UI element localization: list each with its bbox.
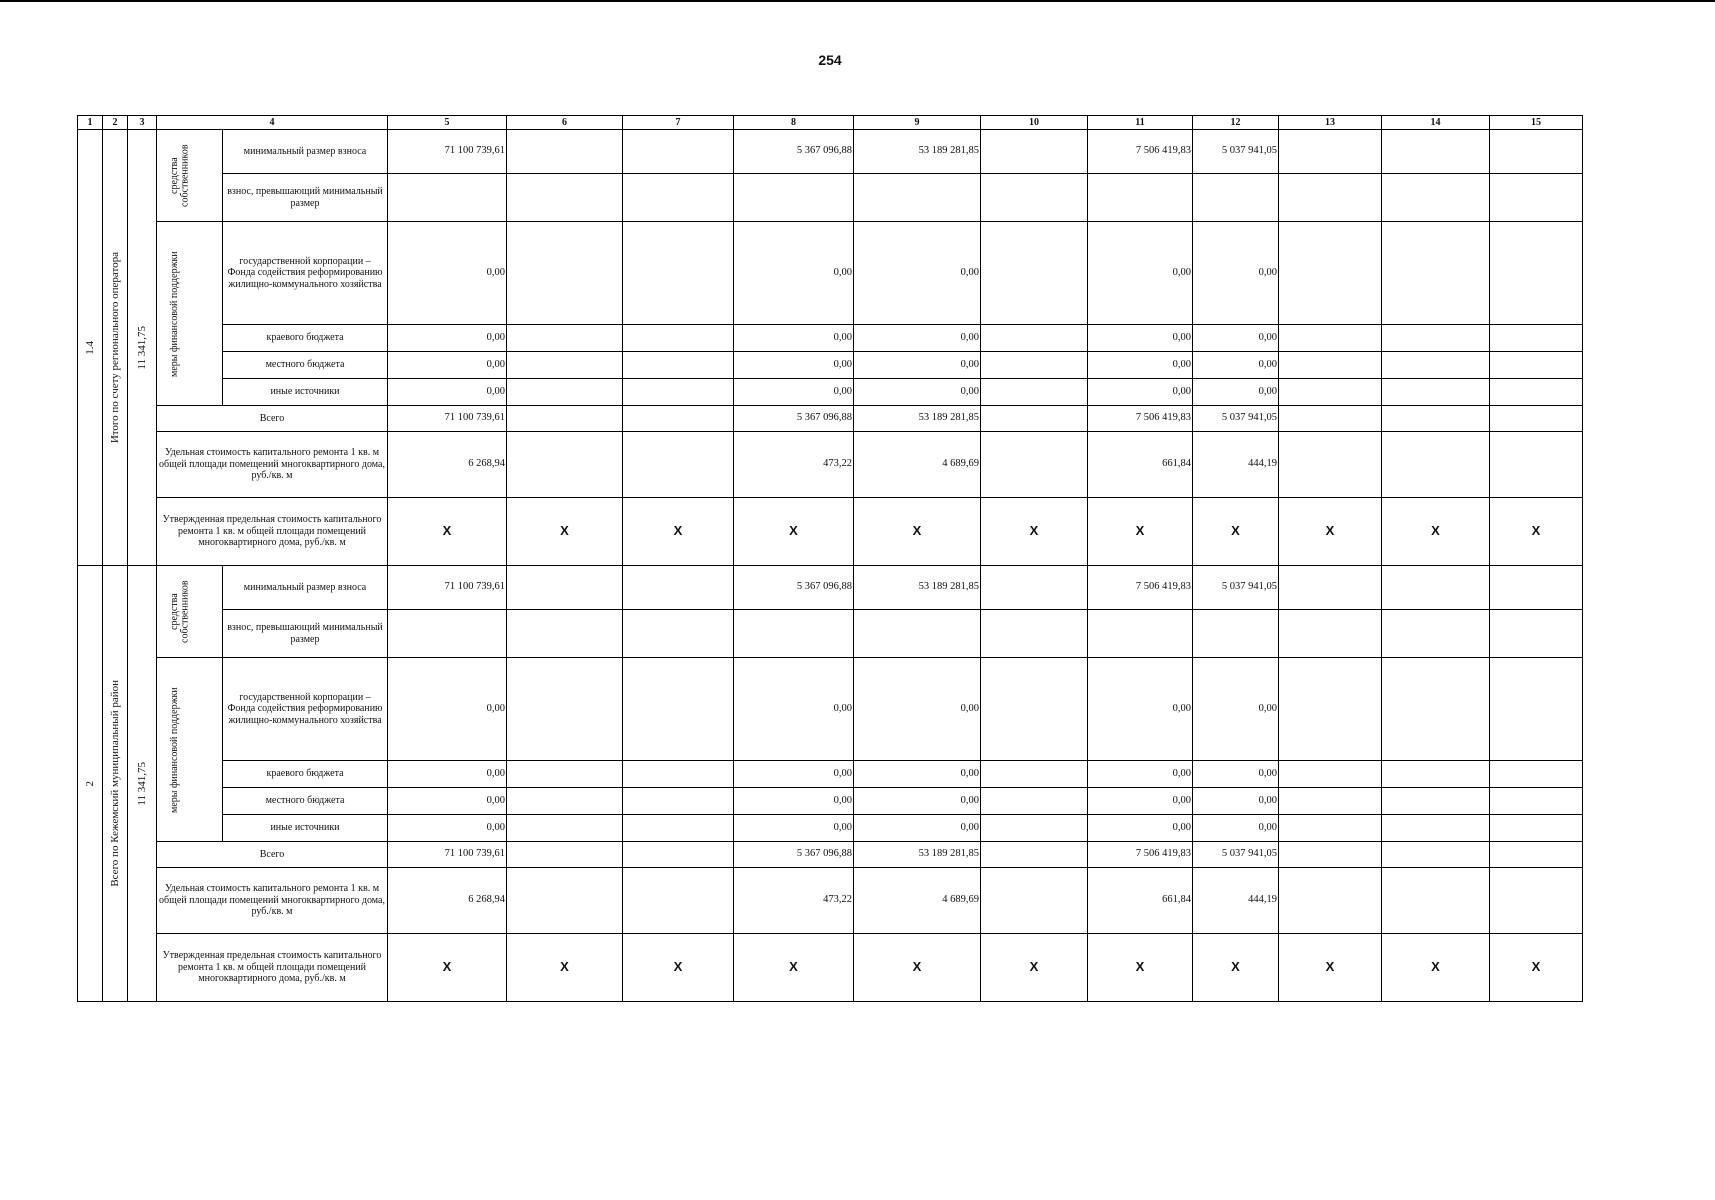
cell [981,130,1088,174]
cell [1490,788,1583,815]
x-mark: X [1382,498,1490,566]
header-col-3: 3 [128,116,157,130]
unit-cost-label: Удельная стоимость капитального ремонта 1 кв. м общей площади помещений многоквартирного дома, руб./кв. м [157,868,388,934]
cell: 0,00 [734,815,854,842]
cell: 0,00 [734,788,854,815]
cell: 71 100 739,61 [388,566,507,610]
header-col-9: 9 [854,116,981,130]
cell: 5 367 096,88 [734,842,854,868]
cell: 7 506 419,83 [1088,566,1193,610]
cell [623,222,734,325]
cell [1279,815,1382,842]
cell: 0,00 [388,761,507,788]
section-2-title: Всего по Кежемский муниципальный район [103,566,128,1002]
section-2-support-group: меры финансовой поддержки [157,658,223,842]
cell: 0,00 [388,325,507,352]
cell [623,352,734,379]
cell [1382,658,1490,761]
cell: 0,00 [388,222,507,325]
x-mark: X [734,934,854,1002]
cell [507,174,623,222]
cell: 0,00 [1193,815,1279,842]
over-min-label: взнос, превышающий минимальный размер [223,174,388,222]
cell [1382,130,1490,174]
x-mark: X [854,934,981,1002]
cell [623,658,734,761]
cell [1279,788,1382,815]
cell: 0,00 [1088,222,1193,325]
cell [981,658,1088,761]
cell [981,815,1088,842]
section-1-approved-cost-row [78,498,1583,566]
x-mark: X [1382,934,1490,1002]
cell: 5 037 941,05 [1193,842,1279,868]
header-col-11: 11 [1088,116,1193,130]
cell [1490,566,1583,610]
cell [1490,658,1583,761]
cell [623,610,734,658]
cell [1279,379,1382,406]
cell [1490,842,1583,868]
cell [507,566,623,610]
cell: 661,84 [1088,868,1193,934]
cell [1279,610,1382,658]
cell: 661,84 [1088,432,1193,498]
cell: 5 367 096,88 [734,130,854,174]
header-col-12: 12 [1193,116,1279,130]
x-mark: X [507,934,623,1002]
header-col-1: 1 [78,116,103,130]
cell [507,658,623,761]
cell [734,174,854,222]
min-contribution-label: минимальный размер взноса [223,130,388,174]
cell: 0,00 [388,658,507,761]
section-1-unit-cost-row [78,432,1583,498]
cell: 0,00 [1088,815,1193,842]
cell [1279,222,1382,325]
section-1-area: 11 341,75 [128,130,157,566]
cell: 5 037 941,05 [1193,566,1279,610]
cell [507,352,623,379]
x-mark: X [981,934,1088,1002]
cell [1490,868,1583,934]
cell [1279,842,1382,868]
cell [623,788,734,815]
cell: 473,22 [734,868,854,934]
x-mark: X [388,498,507,566]
header-row [78,116,1583,130]
cell: 0,00 [1088,325,1193,352]
cell [1490,174,1583,222]
cell [981,761,1088,788]
cell: 0,00 [388,788,507,815]
header-col-5: 5 [388,116,507,130]
cell [1193,610,1279,658]
cell [623,130,734,174]
cell: 5 367 096,88 [734,406,854,432]
section-2-approved-cost-row [78,934,1583,1002]
cell [623,868,734,934]
cell: 444,19 [1193,868,1279,934]
x-mark: X [981,498,1088,566]
cell: 0,00 [734,222,854,325]
section-1-other-row [78,379,1583,406]
cell [623,174,734,222]
section-2-unit-cost-row [78,868,1583,934]
other-sources-label: иные источники [223,379,388,406]
cell [507,406,623,432]
x-mark: X [1088,498,1193,566]
cell [1382,815,1490,842]
cell: 53 189 281,85 [854,406,981,432]
section-1-owners-group: средства собственников [157,130,223,222]
cell: 0,00 [1193,788,1279,815]
cell: 0,00 [854,761,981,788]
cell [507,222,623,325]
cell [981,566,1088,610]
section-2-over-min-row [78,610,1583,658]
cell: 7 506 419,83 [1088,406,1193,432]
cell: 4 689,69 [854,868,981,934]
cell [981,174,1088,222]
x-mark: X [623,934,734,1002]
x-mark: X [1490,934,1583,1002]
cell [734,610,854,658]
cell [1382,379,1490,406]
cell [507,868,623,934]
cell [1279,352,1382,379]
cell [507,325,623,352]
cell: 0,00 [1088,788,1193,815]
page-number: 254 [818,52,842,68]
cell [1088,610,1193,658]
cell [623,761,734,788]
cell [981,222,1088,325]
local-budget-label: местного бюджета [223,352,388,379]
cell [1088,174,1193,222]
cell: 0,00 [1088,658,1193,761]
header-col-6: 6 [507,116,623,130]
cell: 0,00 [1193,761,1279,788]
cell [854,610,981,658]
header-col-8: 8 [734,116,854,130]
cell [1279,658,1382,761]
header-col-4: 4 [157,116,388,130]
cell [1382,174,1490,222]
header-col-13: 13 [1279,116,1382,130]
cell [981,406,1088,432]
header-col-15: 15 [1490,116,1583,130]
section-1-title: Итого по счету регионального оператора [103,130,128,566]
cell: 0,00 [734,379,854,406]
cell [507,788,623,815]
cell: 53 189 281,85 [854,130,981,174]
cell [1382,406,1490,432]
cell [1279,868,1382,934]
cell: 0,00 [1193,379,1279,406]
cell: 4 689,69 [854,432,981,498]
cell [981,379,1088,406]
header-col-2: 2 [103,116,128,130]
cell: 5 037 941,05 [1193,406,1279,432]
cell [1382,842,1490,868]
x-mark: X [388,934,507,1002]
cell [1490,815,1583,842]
cell: 473,22 [734,432,854,498]
cell: 5 037 941,05 [1193,130,1279,174]
x-mark: X [623,498,734,566]
local-budget-label: местного бюджета [223,788,388,815]
section-1-local-row [78,352,1583,379]
section-2-fund-row [78,658,1583,761]
x-mark: X [854,498,981,566]
cell [981,610,1088,658]
top-rule [0,0,1715,2]
approved-cost-label: Утвержденная предельная стоимость капитального ремонта 1 кв. м общей площади помещений многоквартирного дома, руб./кв. м [157,498,388,566]
cell: 0,00 [734,658,854,761]
approved-cost-label: Утвержденная предельная стоимость капитального ремонта 1 кв. м общей площади помещений многоквартирного дома, руб./кв. м [157,934,388,1002]
x-mark: X [1088,934,1193,1002]
cell: 0,00 [854,379,981,406]
section-1-fund-row [78,222,1583,325]
section-2-number: 2 [78,566,103,1002]
cell [507,130,623,174]
cell: 7 506 419,83 [1088,130,1193,174]
cell [1490,325,1583,352]
x-mark: X [507,498,623,566]
cell [1279,174,1382,222]
section-2-owners-group: средства собственников [157,566,223,658]
fund-label: государственной корпорации – Фонда содействия реформированию жилищно-коммунального хозяйства [223,222,388,325]
cell: 0,00 [1088,761,1193,788]
cell: 53 189 281,85 [854,566,981,610]
x-mark: X [1490,498,1583,566]
cell [1279,432,1382,498]
cell [1490,222,1583,325]
total-label: Всего [157,842,388,868]
cell [507,432,623,498]
cell [981,432,1088,498]
section-2-total-row [78,842,1583,868]
cell [981,788,1088,815]
cell: 0,00 [1193,352,1279,379]
cell [1279,566,1382,610]
x-mark: X [1193,934,1279,1002]
header-col-14: 14 [1382,116,1490,130]
cell [981,842,1088,868]
cell: 53 189 281,85 [854,842,981,868]
cell [507,815,623,842]
x-mark: X [1193,498,1279,566]
cell [623,566,734,610]
cell [623,325,734,352]
header-col-10: 10 [981,116,1088,130]
over-min-label: взнос, превышающий минимальный размер [223,610,388,658]
header-col-7: 7 [623,116,734,130]
unit-cost-label: Удельная стоимость капитального ремонта 1 кв. м общей площади помещений многоквартирного дома, руб./кв. м [157,432,388,498]
cell [981,352,1088,379]
cell [623,842,734,868]
regional-budget-label: краевого бюджета [223,325,388,352]
cell [1279,130,1382,174]
cell [1382,566,1490,610]
x-mark: X [734,498,854,566]
cell: 71 100 739,61 [388,842,507,868]
cell [1490,610,1583,658]
other-sources-label: иные источники [223,815,388,842]
cell: 6 268,94 [388,868,507,934]
cell: 0,00 [854,788,981,815]
cell: 71 100 739,61 [388,406,507,432]
cell: 0,00 [734,352,854,379]
cell [1193,174,1279,222]
section-1-min-contribution-row [78,130,1583,174]
cell: 0,00 [388,815,507,842]
cell [1279,761,1382,788]
cell [507,610,623,658]
cell: 71 100 739,61 [388,130,507,174]
cell [1382,352,1490,379]
cell [1382,222,1490,325]
cell [623,432,734,498]
section-2-min-contribution-row [78,566,1583,610]
section-2-area: 11 341,75 [128,566,157,1002]
cell [1382,788,1490,815]
section-1-over-min-row [78,174,1583,222]
cell [1490,379,1583,406]
x-mark: X [1279,934,1382,1002]
cell [1490,761,1583,788]
section-1-support-group: меры финансовой поддержки [157,222,223,406]
section-1-number: 1.4 [78,130,103,566]
cell [981,868,1088,934]
cell [507,842,623,868]
cell: 0,00 [1193,222,1279,325]
section-1-total-row [78,406,1583,432]
cell [1382,325,1490,352]
section-2-regional-row [78,761,1583,788]
cell [1279,325,1382,352]
cell [854,174,981,222]
cell [1490,130,1583,174]
cell: 0,00 [1088,352,1193,379]
section-2-other-row [78,815,1583,842]
cell: 0,00 [388,352,507,379]
fund-label: государственной корпорации – Фонда содействия реформированию жилищно-коммунального хозяйства [223,658,388,761]
cell [1382,610,1490,658]
cell: 0,00 [854,815,981,842]
cell: 7 506 419,83 [1088,842,1193,868]
regional-budget-label: краевого бюджета [223,761,388,788]
cell: 0,00 [734,325,854,352]
cell [1382,761,1490,788]
section-1-regional-row [78,325,1583,352]
cell: 0,00 [1193,325,1279,352]
cell [388,610,507,658]
min-contribution-label: минимальный размер взноса [223,566,388,610]
cell: 0,00 [1088,379,1193,406]
section-2-local-row [78,788,1583,815]
cell [1279,406,1382,432]
cell: 0,00 [854,222,981,325]
cell: 0,00 [854,658,981,761]
cell [1490,352,1583,379]
total-label: Всего [157,406,388,432]
cell [623,406,734,432]
cell: 5 367 096,88 [734,566,854,610]
cell: 6 268,94 [388,432,507,498]
cell [507,761,623,788]
cell: 0,00 [854,325,981,352]
cell [981,325,1088,352]
cell [388,174,507,222]
x-mark: X [1279,498,1382,566]
cell [1490,432,1583,498]
cell: 0,00 [1193,658,1279,761]
cell [1490,406,1583,432]
cell: 444,19 [1193,432,1279,498]
cell [1382,432,1490,498]
cell [507,379,623,406]
cell [623,379,734,406]
capital-repair-table [77,115,1583,1002]
cell [623,815,734,842]
cell: 0,00 [854,352,981,379]
cell: 0,00 [734,761,854,788]
cell [1382,868,1490,934]
cell: 0,00 [388,379,507,406]
